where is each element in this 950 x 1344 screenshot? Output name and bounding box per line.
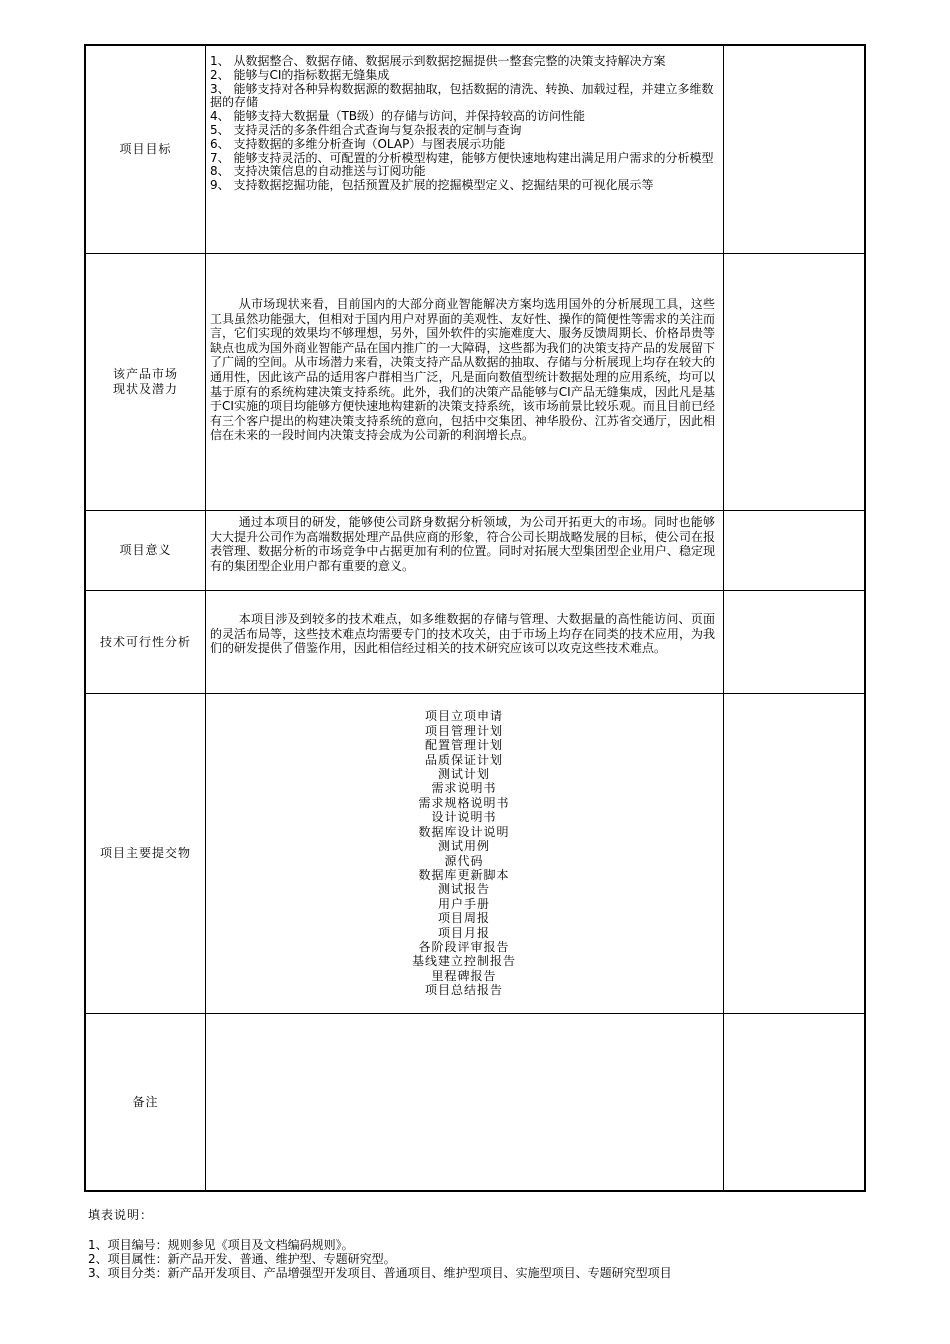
deliverable-item: 源代码: [444, 853, 484, 868]
goal-item: 6、 支持数据的多维分析查询（OLAP）与图表展示功能: [210, 136, 506, 151]
remarks-content: [205, 1014, 724, 1190]
deliverable-item: 设计说明书: [431, 810, 497, 825]
market-status-text: 从市场现状来看，目前国内的大部分商业智能解决方案均选用国外的分析展现工具，这些工具虽然功能强大，但相对于国内用户对界面的美观性、友好性、操作的简便性等需求的关注而言，它们实现的效果均不够理想，另外，国外软件的实施难度大、服务反馈周期长、价格昂贵等缺点也成为国外商业智能产品在国内推广的一大障碍，这些都为我们的决策支持产品的发展留下了广阔的空间。从市场潜力来看，决策支持产品从数据的抽取、存储与分析展现上均存在较大的通用性，因此该产品的适用客户群相当广泛，凡是面向数值型统计数据处理的应用系统，均可以基于原有的系统构建决策支持系统。此外，我们的决策产品能够与CI产品无缝集成，因此凡是基于CI实施的项目均能够方便快速地构建新的决策支持系统，该市场前景比较乐观。而且目前已经有三个客户提出的构建决策支持系统的意向，包括中交集团、神华股份、江苏省交通厅，因此相信在未来的一段时间内决策支持会成为公司新的利润增长点。: [210, 297, 715, 443]
deliverable-item: 项目管理计划: [424, 723, 503, 738]
market-status-content: [205, 254, 724, 510]
row-remarks: [86, 1014, 864, 1190]
deliverable-item: 项目月报: [437, 925, 490, 940]
deliverable-item: 测试计划: [437, 767, 490, 782]
project-form-table: [84, 44, 866, 1192]
project-goal-label: 项目目标: [86, 46, 206, 253]
market-status-label-line2: 现状及潜力: [112, 382, 178, 396]
tech-feasibility-content: [205, 591, 724, 693]
deliverable-item: 项目周报: [437, 911, 490, 926]
deliverable-item: 配置管理计划: [424, 738, 503, 753]
instruction-item: 2、项目属性：新产品开发、普通、维护型、专题研究型。: [88, 1252, 396, 1266]
tech-feasibility-text: 本项目涉及到较多的技术难点，如多维数据的存储与管理、大数据量的高性能访问、页面的灵活布局等，这些技术难点均需要专门的技术攻关，由于市场上均存在同类的技术应用，为我们的研发提供了借鉴作用，因此相信经过相关的技术研究应该可以攻克这些技术难点。: [210, 612, 715, 656]
tech-feasibility-label: 技术可行性分析: [86, 591, 206, 693]
deliverable-item: 测试报告: [437, 882, 490, 897]
project-goal-list: [205, 46, 723, 193]
deliverables-label: 项目主要提交物: [86, 694, 206, 1013]
deliverable-item: 项目立项申请: [424, 709, 503, 724]
project-meaning-extra-cell: [724, 511, 864, 590]
form-instructions-list: [88, 1238, 728, 1316]
deliverable-item: 基线建立控制报告: [411, 954, 516, 969]
row-market-status: [86, 254, 864, 511]
remarks-extra-cell: [724, 1014, 864, 1190]
project-meaning-label: 项目意义: [86, 511, 206, 590]
deliverable-item: 用户手册: [437, 896, 490, 911]
tech-feasibility-extra-cell: [724, 591, 864, 693]
project-goal-content: [205, 46, 724, 253]
deliverable-item: 里程碑报告: [431, 968, 497, 983]
form-instructions-title: 填表说明：: [88, 1208, 154, 1222]
deliverable-item: 测试用例: [437, 839, 490, 854]
deliverable-item: 各阶段评审报告: [418, 939, 510, 954]
market-status-label: [86, 254, 206, 510]
deliverables-content: [205, 694, 724, 1013]
goal-item: 2、 能够与CI的指标数据无缝集成: [210, 67, 390, 82]
deliverables-list: [205, 694, 723, 1013]
goal-item: 5、 支持灵活的多条件组合式查询与复杂报表的定制与查询: [210, 122, 522, 137]
goal-item: 9、 支持数据挖掘功能，包括预置及扩展的挖掘模型定义、挖掘结果的可视化展示等: [210, 178, 654, 193]
remarks-label: 备注: [86, 1014, 206, 1190]
row-project-meaning: [86, 511, 864, 591]
deliverable-item: 需求规格说明书: [418, 795, 510, 810]
goal-item: 4、 能够支持大数据量（TB级）的存储与访问，并保持较高的访问性能: [210, 109, 586, 124]
goal-item: 3、 能够支持对各种异构数据源的数据抽取，包括数据的清洗、转换、加载过程，并建立多维数据的存储: [210, 81, 714, 110]
goal-item: 8、 支持决策信息的自动推送与订阅功能: [210, 164, 426, 179]
form-instructions: [88, 1208, 728, 1316]
goal-item: 1、 从数据整合、数据存储、数据展示到数据挖掘提供一整套完整的决策支持解决方案: [210, 54, 666, 68]
row-deliverables: [86, 694, 864, 1014]
deliverable-item: 数据库更新脚本: [418, 867, 510, 882]
market-status-extra-cell: [724, 254, 864, 510]
deliverable-item: 数据库设计说明: [418, 824, 510, 839]
deliverable-item: 项目总结报告: [424, 983, 503, 998]
goal-item: 7、 能够支持灵活的、可配置的分析模型构建，能够方便快速地构建出满足用户需求的分析模型: [210, 150, 714, 165]
deliverable-item: 需求说明书: [431, 781, 497, 796]
project-meaning-content: [205, 511, 724, 590]
deliverables-extra-cell: [724, 694, 864, 1013]
deliverable-item: 品质保证计划: [424, 752, 503, 767]
instruction-item: 3、项目分类：新产品开发项目、产品增强型开发项目、普通项目、维护型项目、实施型项目、专题研究型项目: [88, 1266, 672, 1280]
instruction-item: 1、项目编号：规则参见《项目及文档编码规则》。: [88, 1238, 354, 1252]
market-status-label-line1: 该产品市场: [112, 367, 178, 381]
row-project-goal: [86, 46, 864, 254]
row-tech-feasibility: [86, 591, 864, 694]
project-goal-extra-cell: [724, 46, 864, 253]
project-meaning-text: 通过本项目的研发，能够使公司跻身数据分析领域，为公司开拓更大的市场。同时也能够大大提升公司作为高端数据处理产品供应商的形象，符合公司长期战略发展的目标，使公司在报表管理、数据分析的市场竞争中占据更加有利的位置。同时对拓展大型集团型企业用户、稳定现有的集团型企业用户都有重要的意义。: [210, 515, 715, 573]
